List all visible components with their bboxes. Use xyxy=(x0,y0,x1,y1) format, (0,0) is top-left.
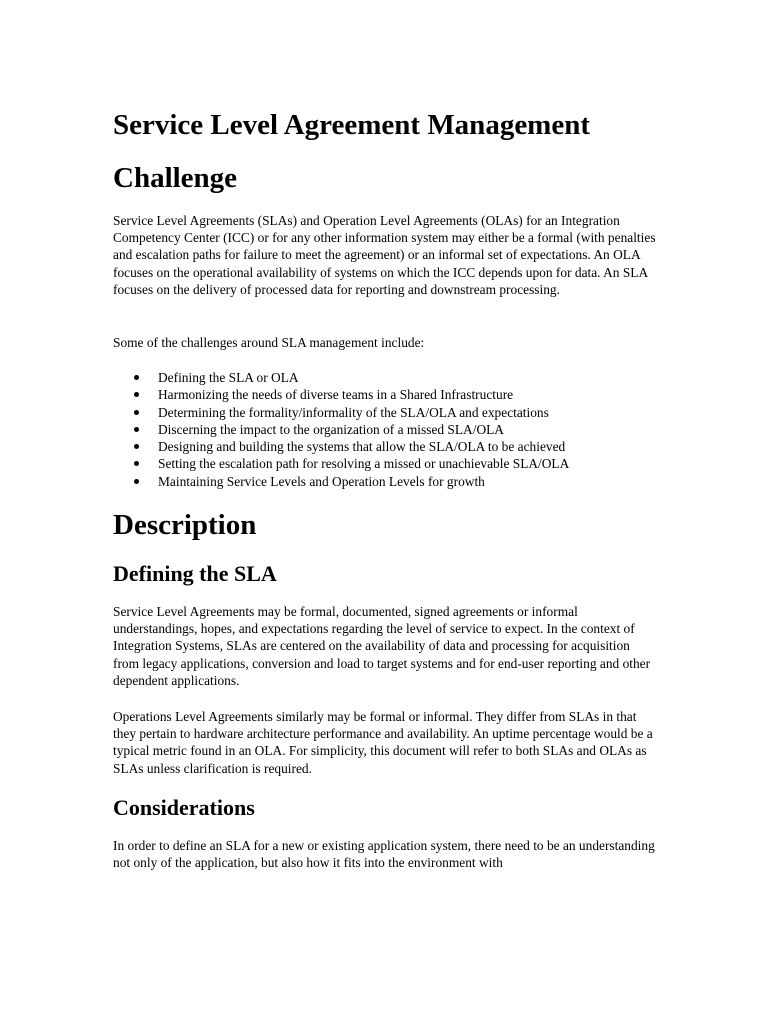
list-item xyxy=(113,386,569,403)
heading-challenge: Challenge xyxy=(113,162,238,194)
list-item-text: Designing and building the systems that allow the SLA/OLA to be achieved xyxy=(158,439,566,455)
list-item xyxy=(113,473,569,490)
heading-description: Description xyxy=(113,509,257,541)
challenges-lead-text: Some of the challenges around SLA management include: xyxy=(113,335,425,350)
defining-paragraph-1: Service Level Agreements may be formal, documented, signed agreements or informal understandings, hopes, and expectations regarding the level of service to expect. In the context of Integration Systems, SLAs are centered on the availability of data and processing for acquisition from legacy applications, conversion and load to target systems and for end-user reporting and other dependent applications. xyxy=(113,604,651,688)
considerations-paragraph: In order to define an SLA for a new or existing application system, there need to be an understanding not only of the application, but also how it fits into the environment with xyxy=(113,838,655,871)
list-item xyxy=(113,438,569,455)
bullet-icon xyxy=(134,392,139,397)
list-item-text: Defining the SLA or OLA xyxy=(158,370,299,385)
list-item-text: Maintaining Service Levels and Operation Levels for growth xyxy=(158,473,485,489)
bullet-icon xyxy=(134,427,139,432)
document-title: Service Level Agreement Management xyxy=(113,109,590,141)
list-item-text: Determining the formality/informality of the SLA/OLA and expectations xyxy=(158,404,549,420)
list-item xyxy=(113,421,569,438)
list-item xyxy=(113,404,569,421)
heading-defining-the-sla: Defining the SLA xyxy=(113,561,277,586)
defining-paragraph-2: Operations Level Agreements similarly may be formal or informal. They differ from SLAs in that they pertain to hardware architecture performance and availability. An uptime percentage would be a typical metric found in an OLA. For simplicity, this document will refer to both SLAs and OLAs as SLAs unless clarification is required. xyxy=(113,709,653,776)
intro-paragraph: Service Level Agreements (SLAs) and Operation Level Agreements (OLAs) for an Integration Competency Center (ICC) or for any other information system may either be a formal (with penalties and escalation paths for failure to meet the agreement) or an informal set of expectations. An OLA focuses on the operational availability of systems on which the ICC depends upon for data. An SLA focuses on the delivery of processed data for reporting and downstream processing. xyxy=(113,213,656,297)
list-item xyxy=(113,369,569,386)
bullet-icon xyxy=(134,410,139,415)
list-item-text: Harmonizing the needs of diverse teams in a Shared Infrastructure xyxy=(158,387,514,403)
bullet-icon xyxy=(134,375,139,380)
bullet-icon xyxy=(134,479,139,484)
bullet-icon xyxy=(134,461,139,466)
heading-considerations: Considerations xyxy=(113,795,255,820)
list-item-text: Discerning the impact to the organization of a missed SLA/OLA xyxy=(158,421,504,437)
list-item xyxy=(113,455,569,472)
bullet-icon xyxy=(134,444,139,449)
list-item-text: Setting the escalation path for resolving a missed or unachievable SLA/OLA xyxy=(158,456,570,472)
challenges-list xyxy=(113,369,569,490)
